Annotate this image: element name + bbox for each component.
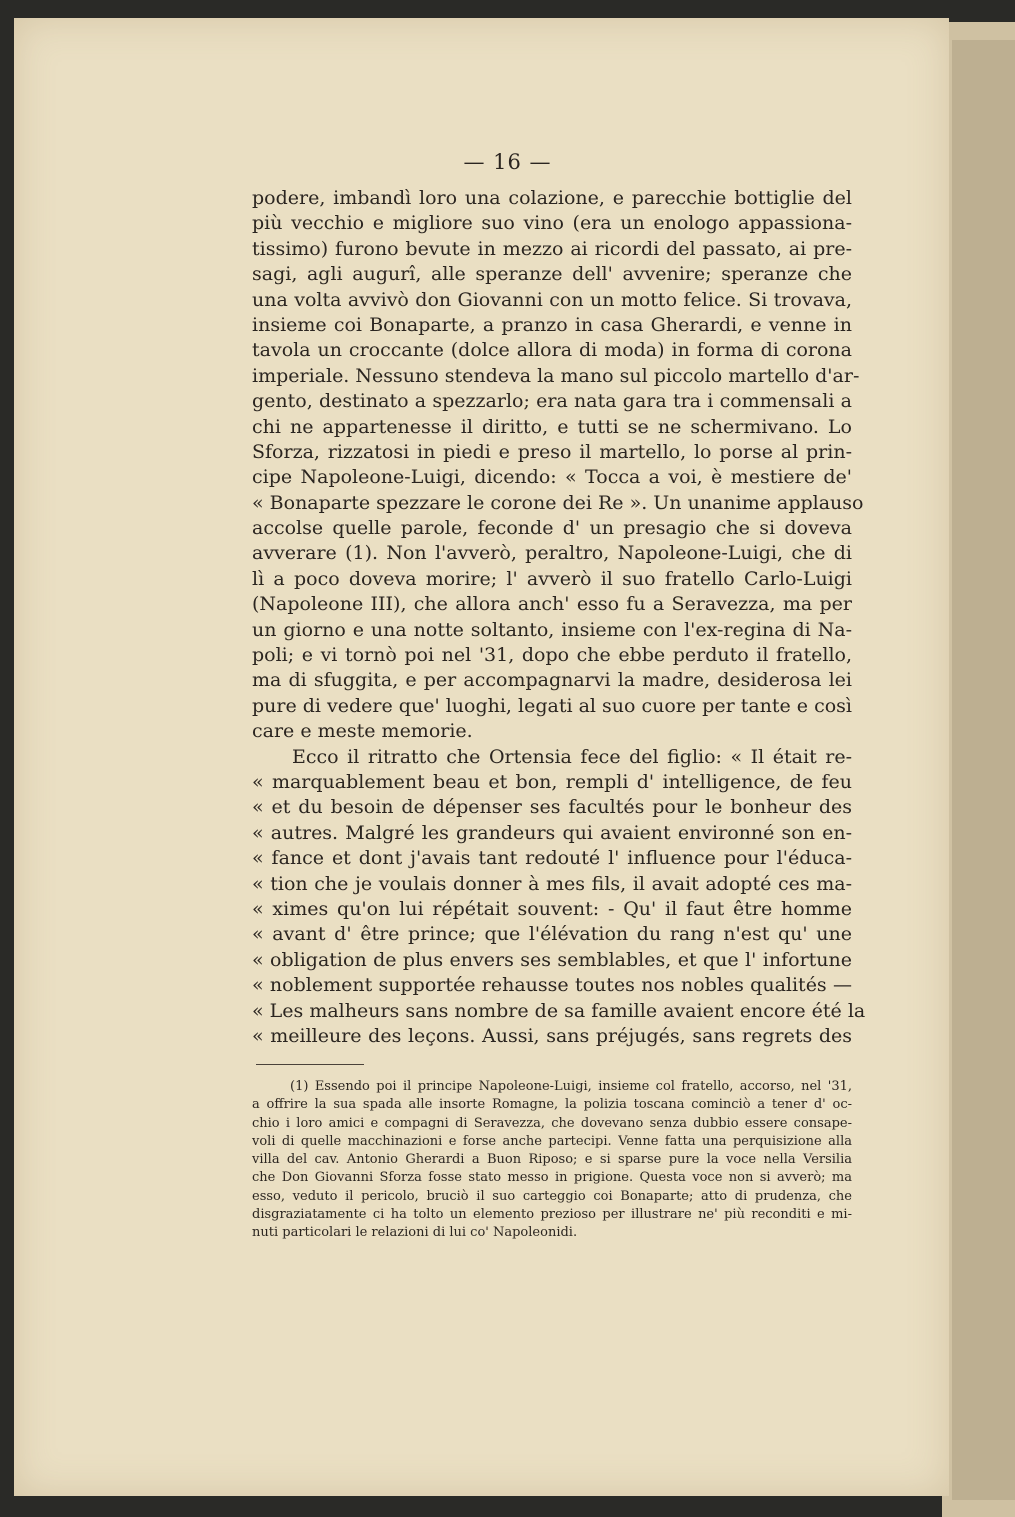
body-line: sagi, agli augurî, alle speranze dell' avvenire; speranze che: [252, 263, 852, 286]
body-line: « Bonaparte spezzare le corone dei Re ». Un unanime applauso: [252, 491, 864, 514]
body-line: cipe Napoleone-Luigi, dicendo: « Tocca a voi, è mestiere de': [252, 466, 852, 489]
body-line: « et du besoin de dépenser ses facultés pour le bonheur des: [252, 796, 852, 819]
body-line: « autres. Malgré les grandeurs qui avaient environné son en-: [252, 821, 852, 844]
body-line: chi ne appartenesse il diritto, e tutti se ne schermivano. Lo: [252, 415, 852, 438]
footnote-separator: [256, 1064, 364, 1065]
footnote-line: nuti particolari le relazioni di lui co' Napoleonidi.: [252, 1225, 578, 1241]
body-line: « marquablement beau et bon, rempli d' intelligence, de feu: [252, 770, 852, 793]
body-line: gento, destinato a spezzarlo; era nata gara tra i commensali a: [252, 390, 852, 413]
footnote-line: a offrire la sua spada alle insorte Romagne, la polizia toscana cominciò a tener d' oc-: [252, 1097, 852, 1113]
body-line: « Les malheurs sans nombre de sa famille avaient encore été la: [252, 999, 866, 1022]
body-line: poli; e vi tornò poi nel '31, dopo che ebbe perduto il fratello,: [252, 644, 852, 667]
body-text: [252, 186, 866, 1049]
body-line: « tion che je voulais donner à mes fils, il avait adopté ces ma-: [252, 872, 852, 895]
body-line: accolse quelle parole, feconde d' un presagio che si doveva: [252, 517, 852, 540]
body-line: (Napoleone III), che allora anch' esso fu a Seravezza, ma per: [252, 593, 852, 616]
body-line: Ecco il ritratto che Ortensia fece del figlio: « Il était re-: [292, 745, 852, 768]
footnote-line: che Don Giovanni Sforza fosse stato messo in prigione. Questa voce non si avverò; ma: [252, 1170, 852, 1186]
body-line: un giorno e una notte soltanto, insieme con l'ex-regina di Na-: [252, 618, 852, 641]
footnote: [252, 1078, 852, 1243]
body-line: pure di vedere que' luoghi, legati al suo cuore per tante e così: [252, 694, 853, 717]
body-line: « ximes qu'on lui répétait souvent: - Qu' il faut être homme: [252, 897, 852, 920]
next-page-edge: [952, 40, 1015, 1500]
footnote-line: chio i loro amici e compagni di Seravezza, che dovevano senza dubbio essere consape-: [252, 1115, 852, 1131]
footnote-line: voli di quelle macchinazioni e forse anche partecipi. Venne fatta una perquisizione alla: [252, 1133, 852, 1149]
body-line: ma di sfuggita, e per accompagnarvi la madre, desiderosa lei: [252, 669, 852, 692]
body-line: « fance et dont j'avais tant redouté l' influence pour l'éduca-: [252, 847, 852, 870]
body-line: una volta avvivò don Giovanni con un motto felice. Si trovava,: [252, 288, 852, 311]
body-line: imperiale. Nessuno stendeva la mano sul piccolo martello d'ar-: [252, 364, 860, 387]
body-line: « avant d' être prince; que l'élévation du rang n'est qu' une: [252, 923, 852, 946]
footnote-line: disgraziatamente ci ha tolto un elemento prezioso per illustrare ne' più reconditi e mi-: [252, 1207, 852, 1223]
footnote-line: esso, veduto il pericolo, bruciò il suo carteggio coi Bonaparte; atto di prudenza, che: [252, 1188, 852, 1204]
body-line: Sforza, rizzatosi in piedi e preso il martello, lo porse al prin-: [252, 440, 852, 463]
body-line: avverare (1). Non l'avverò, peraltro, Napoleone-Luigi, che di: [252, 542, 852, 565]
body-line: podere, imbandì loro una colazione, e parecchie bottiglie del: [252, 187, 852, 209]
body-line: insieme coi Bonaparte, a pranzo in casa Gherardi, e venne in: [252, 313, 852, 336]
body-line: care e meste memorie.: [252, 720, 473, 743]
body-line: tissimo) furono bevute in mezzo ai ricordi del passato, ai pre-: [252, 237, 852, 260]
footnote-line: villa del cav. Antonio Gherardi a Buon Riposo; e si sparse pure la voce nella Versilia: [252, 1152, 852, 1168]
body-line: più vecchio e migliore suo vino (era un enologo appassiona-: [252, 212, 852, 235]
body-line: « meilleure des leçons. Aussi, sans préjugés, sans regrets des: [252, 1024, 852, 1047]
footnote-line: (1) Essendo poi il principe Napoleone-Luigi, insieme col fratello, accorso, nel '31,: [290, 1079, 852, 1094]
page-number: — 16 —: [463, 150, 552, 174]
body-line: « noblement supportée rehausse toutes nos nobles qualités —: [252, 974, 852, 997]
body-line: « obligation de plus envers ses semblables, et que l' infortune: [252, 948, 852, 971]
body-line: tavola un croccante (dolce allora di moda) in forma di corona: [252, 339, 852, 362]
body-line: lì a poco doveva morire; l' avverò il suo fratello Carlo-Luigi: [252, 567, 852, 590]
